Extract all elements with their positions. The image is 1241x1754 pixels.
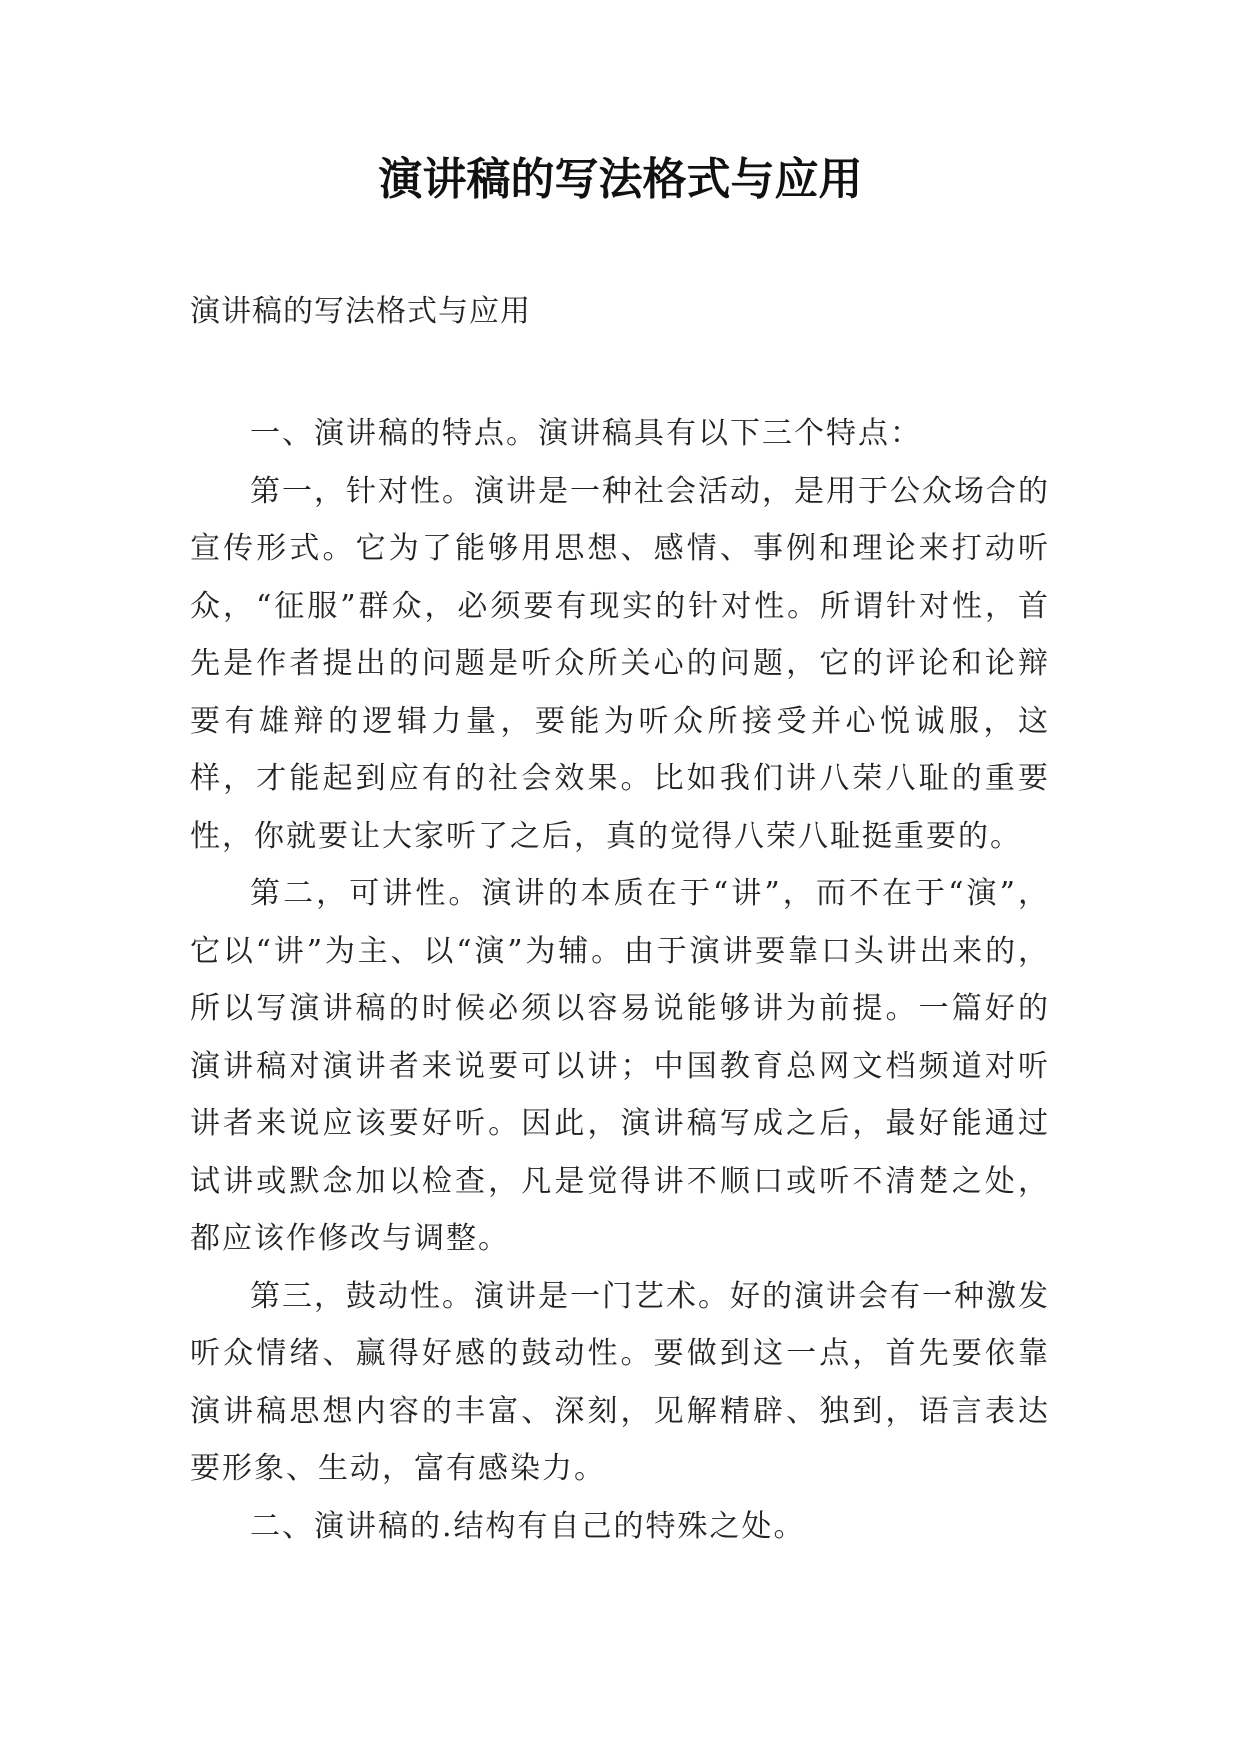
document-subtitle: 演讲稿的写法格式与应用: [190, 294, 531, 329]
paragraph-pertinence: 第一，针对性。演讲是一种社会活动，是用于公众场合的宣传形式。它为了能够用思想、感情、事例和理论来打动听众，“征服”群众，必须要有现实的针对性。所谓针对性，首先是作者提出的问题是听众所关心的问题，它的评论和论辩要有雄辩的逻辑力量，要能为听众所接受并心悦诚服，这样，才能起到应有的社会效果。比如我们讲八荣八耻的重要性，你就要让大家听了之后，真的觉得八荣八耻挺重要的。: [190, 473, 1050, 854]
paragraph-section-one-heading: 一、演讲稿的特点。演讲稿具有以下三个特点：: [250, 416, 922, 451]
paragraph-inspiration: 第三，鼓动性。演讲是一门艺术。好的演讲会有一种激发听众情绪、赢得好感的鼓动性。要做到这一点，首先要依靠演讲稿思想内容的丰富、深刻，见解精辟、独到，语言表达要形象、生动，富有感染力。: [190, 1278, 1050, 1486]
document-body: [190, 405, 1050, 1555]
paragraph-speakability: 第二，可讲性。演讲的本质在于“讲”，而不在于“演”，它以“讲”为主、以“演”为辅。由于演讲要靠口头讲出来的，所以写演讲稿的时候必须以容易说能够讲为前提。一篇好的演讲稿对演讲者来说要可以讲；中国教育总网文档频道对听讲者来说应该要好听。因此，演讲稿写成之后，最好能通过试讲或默念加以检查，凡是觉得讲不顺口或听不清楚之处，都应该作修改与调整。: [190, 876, 1050, 1256]
paragraph-section-two-heading: 二、演讲稿的.结构有自己的特殊之处。: [250, 1508, 806, 1544]
document-title: 演讲稿的写法格式与应用: [378, 154, 863, 205]
